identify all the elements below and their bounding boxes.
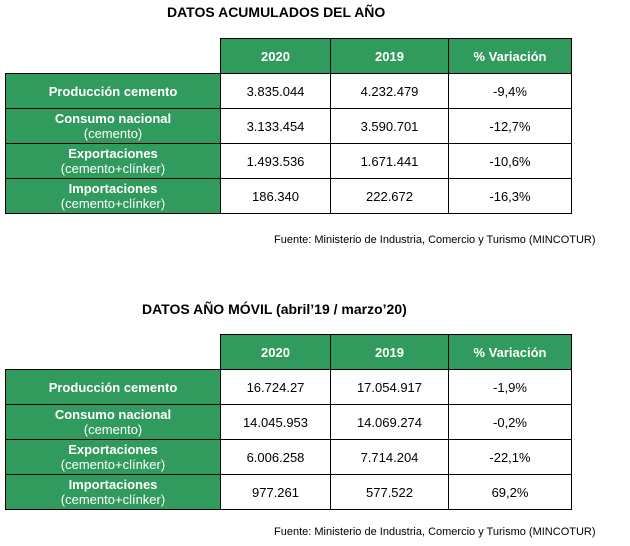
row-label [6,370,221,405]
row-label-sub: (cemento) [83,422,143,437]
cell-2019: 7.714.204 [331,440,449,475]
column-header-2020: 2020 [221,39,331,74]
cell-variation: -10,6% [449,144,572,179]
cell-variation: -1,9% [449,370,572,405]
data-table-accumulated [5,38,572,214]
cell-2020: 977.261 [221,475,331,510]
cell-variation: -9,4% [449,74,572,109]
table-row [6,179,572,214]
table-row [6,440,572,475]
row-label [6,179,221,214]
table-row [6,144,572,179]
cell-variation: 69,2% [449,475,572,510]
row-label-sub: (cemento+clínker) [60,492,166,507]
row-label-main: Consumo nacional [54,111,172,126]
cell-variation: -0,2% [449,405,572,440]
cell-2019: 1.671.441 [331,144,449,179]
cell-2020: 16.724.27 [221,370,331,405]
source-note: Fuente: Ministerio de Industria, Comercio y Turismo (MINCOTUR) [274,526,596,538]
cell-2020: 3.133.454 [221,109,331,144]
cell-variation: -22,1% [449,440,572,475]
row-label [6,475,221,510]
cell-2020: 3.835.044 [221,74,331,109]
cell-variation: -12,7% [449,109,572,144]
source-note: Fuente: Ministerio de Industria, Comercio y Turismo (MINCOTUR) [274,234,596,246]
row-label-sub: (cemento+clínker) [60,457,166,472]
row-label-sub: (cemento) [83,126,143,141]
row-label-sub: (cemento+clínker) [60,161,166,176]
row-label-main: Importaciones [68,181,158,196]
row-label [6,144,221,179]
table-row [6,74,572,109]
cell-2020: 186.340 [221,179,331,214]
row-label [6,109,221,144]
corner-blank [6,335,221,370]
row-label-main: Producción cemento [48,379,178,395]
table-row [6,109,572,144]
cell-2019: 14.069.274 [331,405,449,440]
column-header-2019: 2019 [331,39,449,74]
cell-2019: 222.672 [331,179,449,214]
row-label [6,74,221,109]
row-label-main: Producción cemento [48,83,178,99]
data-table-moving-year [5,334,572,510]
table-row [6,475,572,510]
table-row [6,405,572,440]
row-label-sub: (cemento+clínker) [60,196,166,211]
cell-2019: 577.522 [331,475,449,510]
row-label [6,440,221,475]
cell-variation: -16,3% [449,179,572,214]
cell-2020: 1.493.536 [221,144,331,179]
row-label-main: Exportaciones [68,146,158,161]
cell-2020: 14.045.953 [221,405,331,440]
table-title: DATOS ACUMULADOS DEL AÑO [167,4,386,20]
column-header-variation: % Variación [449,335,572,370]
cell-2019: 4.232.479 [331,74,449,109]
column-header-2020: 2020 [221,335,331,370]
cell-2020: 6.006.258 [221,440,331,475]
row-label-main: Consumo nacional [54,407,172,422]
cell-2019: 17.054.917 [331,370,449,405]
row-label [6,405,221,440]
row-label-main: Exportaciones [68,442,158,457]
corner-blank [6,39,221,74]
table-row [6,370,572,405]
column-header-variation: % Variación [449,39,572,74]
column-header-2019: 2019 [331,335,449,370]
cell-2019: 3.590.701 [331,109,449,144]
table-title: DATOS AÑO MÓVIL (abril’19 / marzo’20) [142,301,407,317]
row-label-main: Importaciones [68,477,158,492]
